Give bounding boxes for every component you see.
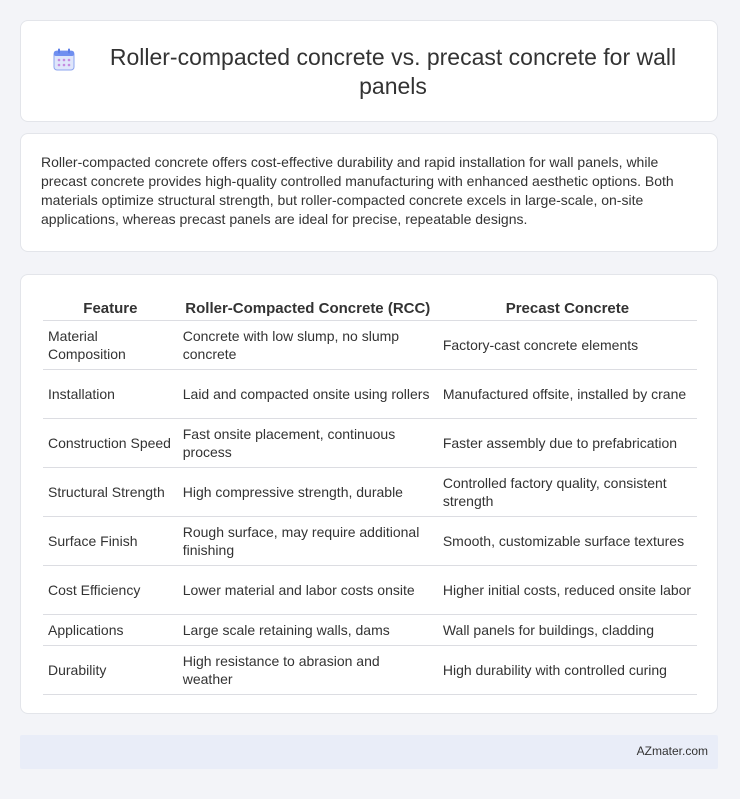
page-title: Roller-compacted concrete vs. precast concrete for wall panels [109,44,677,99]
precast-cell: High durability with controlled curing [438,646,697,695]
table-row [43,468,697,517]
rcc-cell: Concrete with low slump, no slump concrete [178,321,438,370]
table-row [43,419,697,468]
feature-cell: Durability [43,646,178,695]
feature-cell: Structural Strength [43,468,178,517]
title-card [20,20,718,122]
precast-cell: Faster assembly due to prefabrication [438,419,697,468]
feature-cell: Material Composition [43,321,178,370]
comparison-table [43,296,697,695]
feature-cell: Cost Efficiency [43,566,178,615]
rcc-cell: High compressive strength, durable [178,468,438,517]
table-row [43,566,697,615]
rcc-cell: Fast onsite placement, continuous process [178,419,438,468]
precast-cell: Higher initial costs, reduced onsite labor [438,566,697,615]
rcc-cell: High resistance to abrasion and weather [178,646,438,695]
intro-card [20,133,718,252]
feature-cell: Construction Speed [43,419,178,468]
rcc-cell: Laid and compacted onsite using rollers [178,370,438,419]
header-feature: Feature [43,296,178,321]
table-row [43,517,697,566]
header-precast: Precast Concrete [438,296,697,321]
table-row [43,370,697,419]
precast-cell: Factory-cast concrete elements [438,321,697,370]
intro-paragraph: Roller-compacted concrete offers cost-effective durability and rapid installation for wall panels, while precast concrete provides high-quality controlled manufacturing with enhanced aesthetic options. Both materials optimize structural strength, but roller-compacted concrete excels in large-scale, on-site applications, whereas precast panels are ideal for precise, repeatable designs. [41,154,674,227]
rcc-cell: Rough surface, may require additional finishing [178,517,438,566]
feature-cell: Surface Finish [43,517,178,566]
precast-cell: Smooth, customizable surface textures [438,517,697,566]
table-row [43,321,697,370]
precast-cell: Manufactured offsite, installed by crane [438,370,697,419]
rcc-cell: Lower material and labor costs onsite [178,566,438,615]
footer-brand: AZmater.com [636,744,708,758]
rcc-cell: Large scale retaining walls, dams [178,615,438,646]
table-row [43,646,697,695]
table-header-row [43,296,697,321]
precast-cell: Controlled factory quality, consistent strength [438,468,697,517]
header-rcc: Roller-Compacted Concrete (RCC) [178,296,438,321]
feature-cell: Applications [43,615,178,646]
footer-bar [20,735,718,769]
precast-cell: Wall panels for buildings, cladding [438,615,697,646]
comparison-table-card [20,274,718,714]
feature-cell: Installation [43,370,178,419]
table-row [43,615,697,646]
